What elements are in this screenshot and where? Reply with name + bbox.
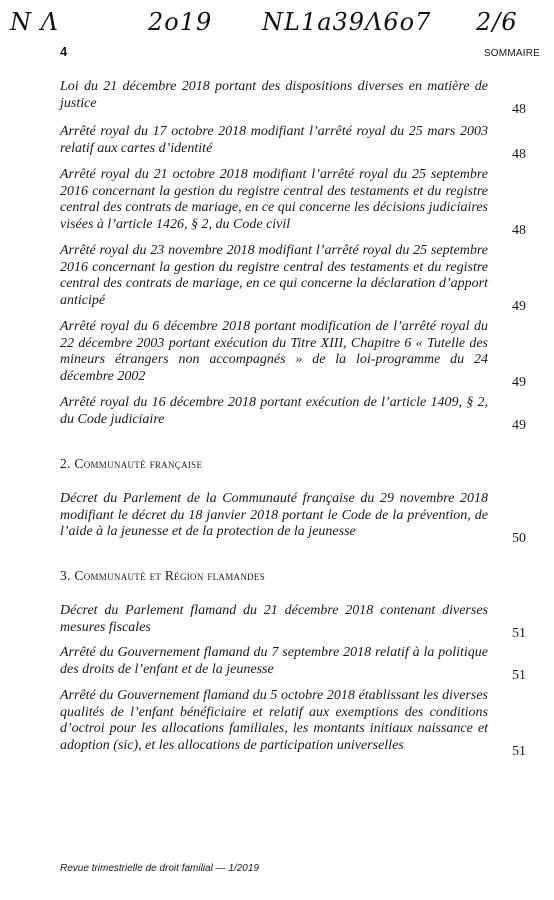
toc-entry-page: 48: [512, 223, 526, 238]
page-number: 4: [60, 44, 68, 59]
handwritten-mark-left: N Λ: [10, 8, 59, 36]
toc-entry-title: Arrêté royal du 17 octobre 2018 modifiant l’arrêté royal du 25 mars 2003 relatif aux cartes d’identité: [60, 124, 488, 156]
toc-entry-title: Loi du 21 décembre 2018 portant des dispositions diverses en matière de justice: [60, 79, 488, 111]
toc-entry: [60, 603, 526, 641]
toc-entry: [60, 395, 526, 433]
toc-entry-page: 48: [512, 102, 526, 117]
toc-entry: [60, 79, 526, 117]
toc-entry-title: Arrêté du Gouvernement flamand du 7 septembre 2018 relatif à la politique des droits de l’enfant et de la jeunesse: [60, 645, 488, 677]
toc-entry-page: 49: [512, 375, 526, 390]
handwritten-annotations: [0, 4, 554, 38]
toc-entry: [60, 167, 526, 238]
toc-entry-title: Arrêté royal du 23 novembre 2018 modifiant l’arrêté royal du 25 septembre 2016 concernant la gestion du registre central des testaments et du registre central des contrats de mariage, en ce qui concerne la déclaration d’apport anticipé: [60, 243, 488, 308]
toc-entry-title: Décret du Parlement flamand du 21 décembre 2018 contenant diverses mesures fiscales: [60, 603, 488, 635]
running-title: SOMMAIRE: [483, 48, 540, 59]
toc-entry-page: 51: [512, 744, 526, 759]
toc-entry: [60, 124, 526, 162]
toc-entry-page: 51: [512, 668, 526, 683]
toc-entry-page: 49: [512, 299, 526, 314]
toc-entry: [60, 243, 526, 314]
toc-entry: [60, 491, 526, 546]
footer-journal-title: Revue trimestrielle de droit familial — 1/2019: [60, 863, 259, 874]
toc-entry-title: Arrêté royal du 6 décembre 2018 portant modification de l’arrêté royal du 22 décembre 2003 portant exécution du Titre XIII, Chapitre 6 « Tutelle des mineurs étrangers non accompagnés » de la loi-programme du 24 décembre 2002: [60, 319, 488, 384]
toc-entry-page: 51: [512, 626, 526, 641]
toc-entry-title: Décret du Parlement de la Communauté française du 29 novembre 2018 modifiant le décret du 18 janvier 2018 portant le Code de la prévention, de l’aide à la jeunesse et de la protection de la jeunesse: [60, 491, 488, 539]
toc-entry-page: 48: [512, 147, 526, 162]
toc-entry: [60, 319, 526, 390]
toc-entry: [60, 688, 526, 759]
handwritten-reference: NL1a39Λ6o7: [262, 8, 432, 36]
handwritten-year: 2o19: [148, 8, 213, 36]
handwritten-page-count: 2/6: [476, 8, 518, 36]
section-heading: 3. Communauté et Région flamandes: [60, 568, 266, 583]
toc-entry-page: 49: [512, 418, 526, 433]
toc-entry-title: Arrêté royal du 21 octobre 2018 modifiant l’arrêté royal du 25 septembre 2016 concernant la gestion du registre central des testaments et du registre central des contrats de mariage, en ce qui concerne les décisions judiciaires visées à l’article 1426, § 2, du Code civil: [60, 167, 488, 232]
toc-entry-title: Arrêté royal du 16 décembre 2018 portant exécution de l’article 1409, § 2, du Code judiciaire: [60, 395, 488, 427]
section-heading: 2. Communauté française: [60, 456, 203, 471]
toc-entry: [60, 645, 526, 683]
toc-entry-page: 50: [512, 530, 526, 546]
toc-entry-title: Arrêté du Gouvernement flamand du 5 octobre 2018 établissant les diverses qualités de l’enfant bénéficiaire et relatif aux exemptions des conditions d’octroi pour les allocations familiales, les montants initiaux naissance et adoption (sic), et les allocations de participation universelles: [60, 688, 488, 753]
